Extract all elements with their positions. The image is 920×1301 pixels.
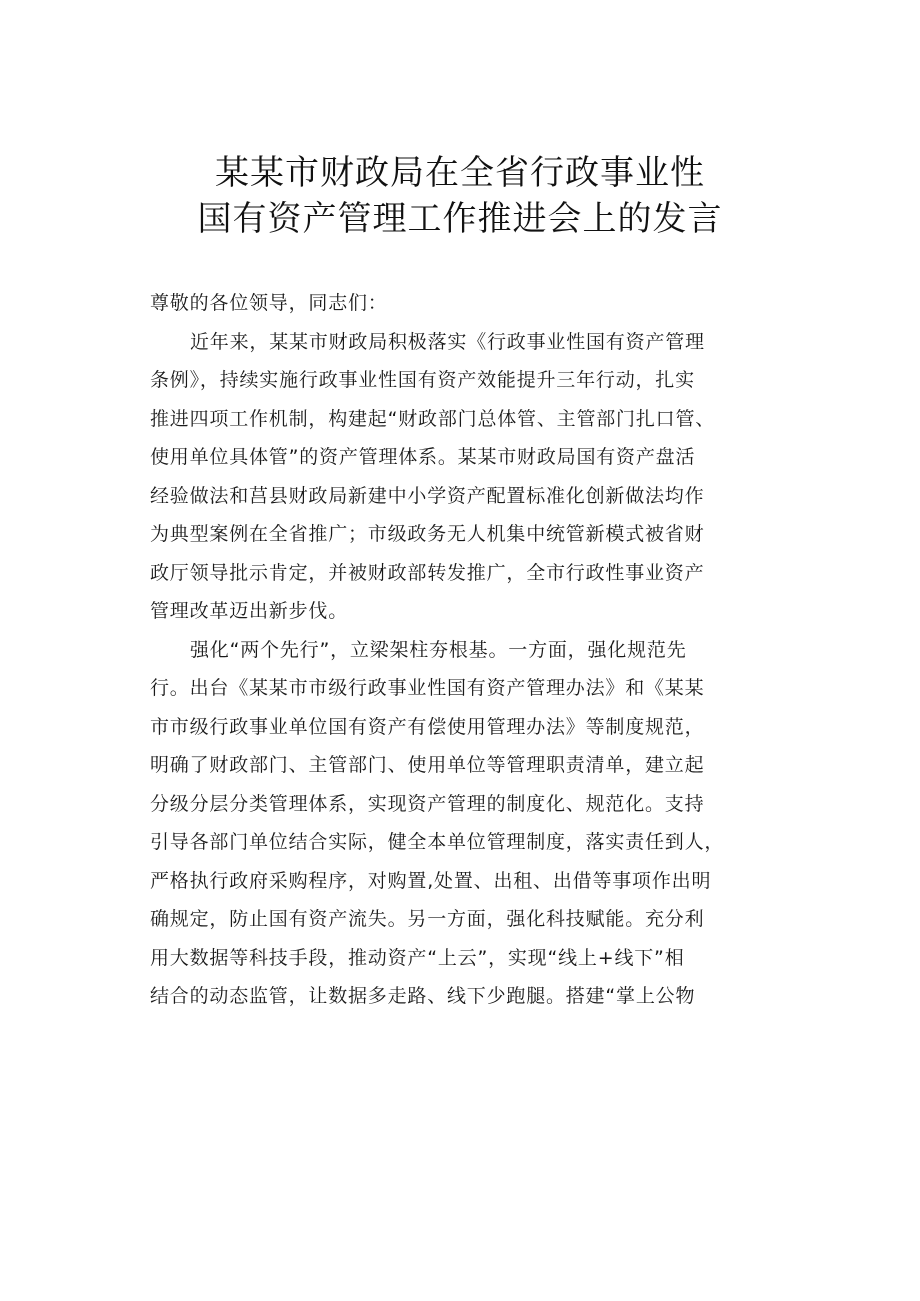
- paragraph-line: 政厅领导批示肯定，并被财政部转发推广，全市行政性事业资产: [150, 561, 705, 584]
- paragraph-2: [150, 631, 810, 1016]
- document-body: [150, 284, 810, 1016]
- paragraph-line: 行。出台《某某市市级行政事业性国有资产管理办法》和《某某: [150, 677, 705, 699]
- paragraph-line: 确规定，防止国有资产流失。另一方面，强化科技赋能。充分利: [150, 908, 705, 930]
- paragraph-line: 条例》，持续实施行政事业性国有资产效能提升三年行动，扎实: [150, 369, 695, 391]
- paragraph-line: 用大数据等科技手段，推动资产“上云”，实现“线上+线下”相: [150, 946, 685, 969]
- salutation: 尊敬的各位领导，同志们：: [150, 292, 388, 314]
- paragraph-line: 推进四项工作机制，构建起“财政部门总体管、主管部门扎口管、: [150, 407, 716, 430]
- paragraph-line: 分级分层分类管理体系，实现资产管理的制度化、规范化。支持: [150, 792, 705, 815]
- paragraph-line: 严格执行政府采购程序，对购置,处置、出租、出借等事项作出明: [150, 869, 712, 892]
- paragraph-1: [150, 323, 810, 631]
- paragraph-line: 管理改革迈出新步伐。: [150, 600, 349, 622]
- paragraph-line: 强化“两个先行”，立梁架柱夯根基。一方面，强化规范先: [190, 638, 687, 661]
- paragraph-line: 近年来，某某市财政局积极落实《行政事业性国有资产管理: [190, 330, 705, 353]
- paragraph-line: 经验做法和莒县财政局新建中小学资产配置标准化创新做法均作: [150, 484, 705, 507]
- paragraph-line: 引导各部门单位结合实际，健全本单位管理制度，落实责任到人，: [150, 831, 725, 853]
- document-title: [0, 150, 920, 242]
- paragraph-line: 明确了财政部门、主管部门、使用单位等管理职责清单，建立起: [150, 754, 705, 776]
- paragraph-line: 使用单位具体管”的资产管理体系。某某市财政局国有资产盘活: [150, 446, 696, 468]
- title-line-1: 某某市财政局在全省行政事业性: [215, 153, 705, 193]
- paragraph-line: 市市级行政事业单位国有资产有偿使用管理办法》等制度规范，: [150, 715, 705, 738]
- paragraph-line: 结合的动态监管，让数据多走路、线下少跑腿。搭建“掌上公物: [150, 985, 696, 1007]
- paragraph-line: 为典型案例在全省推广；市级政务无人机集中统管新模式被省财: [150, 523, 705, 545]
- title-line-2: 国有资产管理工作推进会上的发言: [197, 199, 723, 239]
